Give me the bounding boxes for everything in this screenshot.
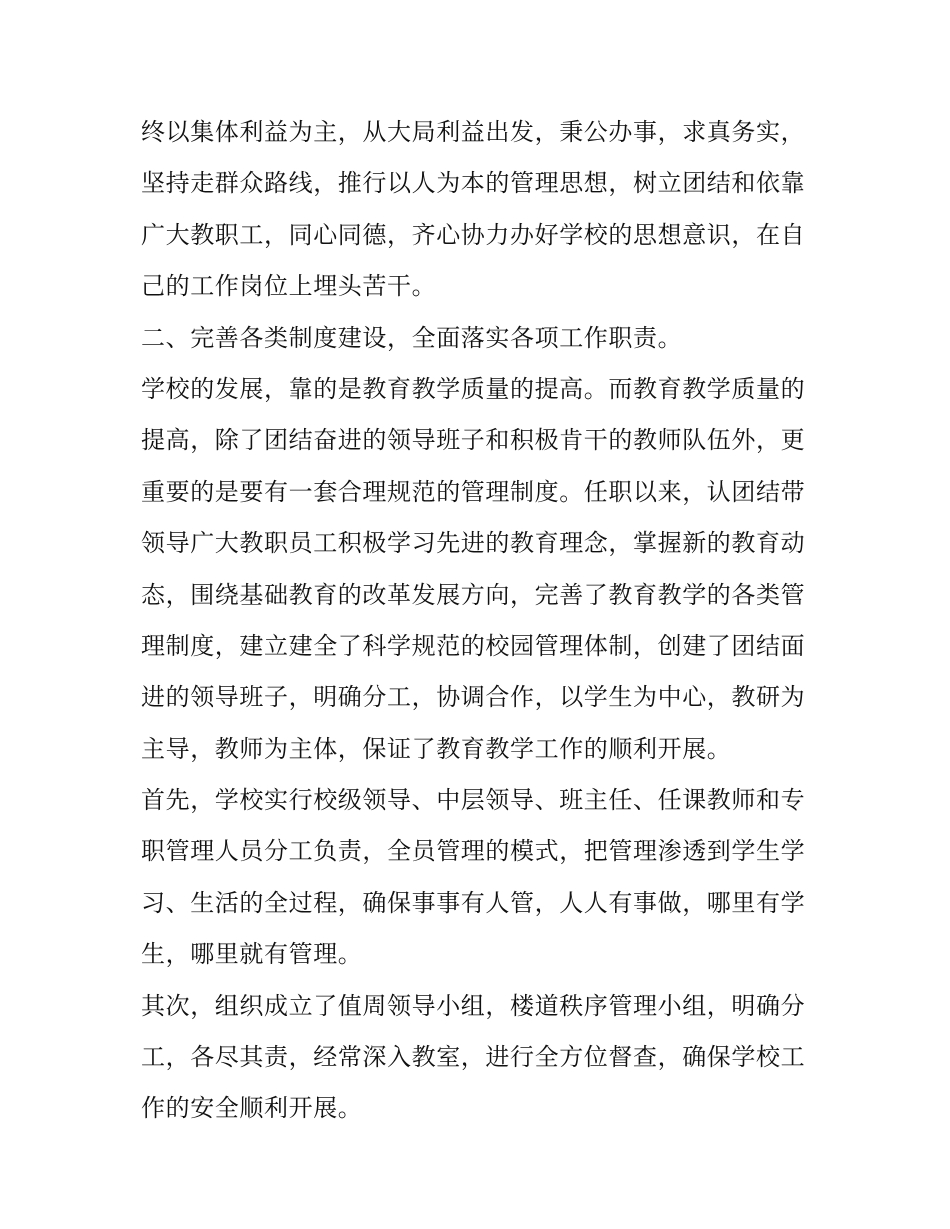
text-line: 己的工作岗位上埋头苦干。 — [141, 272, 437, 301]
text-line: 首先，学校实行校级领导、中层领导、班主任、任课教师和专 — [141, 786, 806, 815]
text-line: 其次，组织成立了值周领导小组，楼道秩序管理小组，明确分 — [141, 991, 806, 1020]
text-line: 终以集体利益为主，从大局利益出发，秉公办事，求真务实， — [141, 118, 806, 146]
text-line: 理制度，建立建全了科学规范的校园管理体制，创建了团结面 — [141, 631, 806, 660]
section-heading: 二、完善各类制度建设，全面落实各项工作职责。 — [141, 323, 683, 352]
text-line: 主导，教师为主体，保证了教育教学工作的顺利开展。 — [141, 734, 732, 763]
text-line: 习、生活的全过程，确保事事有人管，人人有事做，哪里有学 — [141, 888, 806, 917]
text-line: 作的安全顺利开展。 — [141, 1094, 363, 1123]
text-line: 职管理人员分工负责，全员管理的模式，把管理渗透到学生学 — [141, 837, 806, 866]
text-line: 态，围绕基础教育的改革发展方向，完善了教育教学的各类管 — [141, 580, 806, 609]
text-line: 坚持走群众路线，推行以人为本的管理思想，树立团结和依靠 — [141, 169, 806, 198]
document-body — [141, 107, 821, 1135]
text-line: 生，哪里就有管理。 — [141, 940, 363, 969]
text-line: 工，各尽其责，经常深入教室，进行全方位督查，确保学校工 — [141, 1043, 806, 1072]
text-line: 领导广大教职员工积极学习先进的教育理念，掌握新的教育动 — [141, 529, 806, 558]
text-line: 进的领导班子，明确分工，协调合作，以学生为中心，教研为 — [141, 683, 806, 712]
text-line: 学校的发展，靠的是教育教学质量的提高。而教育教学质量的 — [141, 374, 806, 403]
text-line: 重要的是要有一套合理规范的管理制度。任职以来，认团结带 — [141, 477, 806, 506]
text-line: 广大教职工，同心同德，齐心协力办好学校的思想意识，在自 — [141, 220, 806, 249]
text-line: 提高，除了团结奋进的领导班子和积极肯干的教师队伍外，更 — [141, 426, 806, 455]
